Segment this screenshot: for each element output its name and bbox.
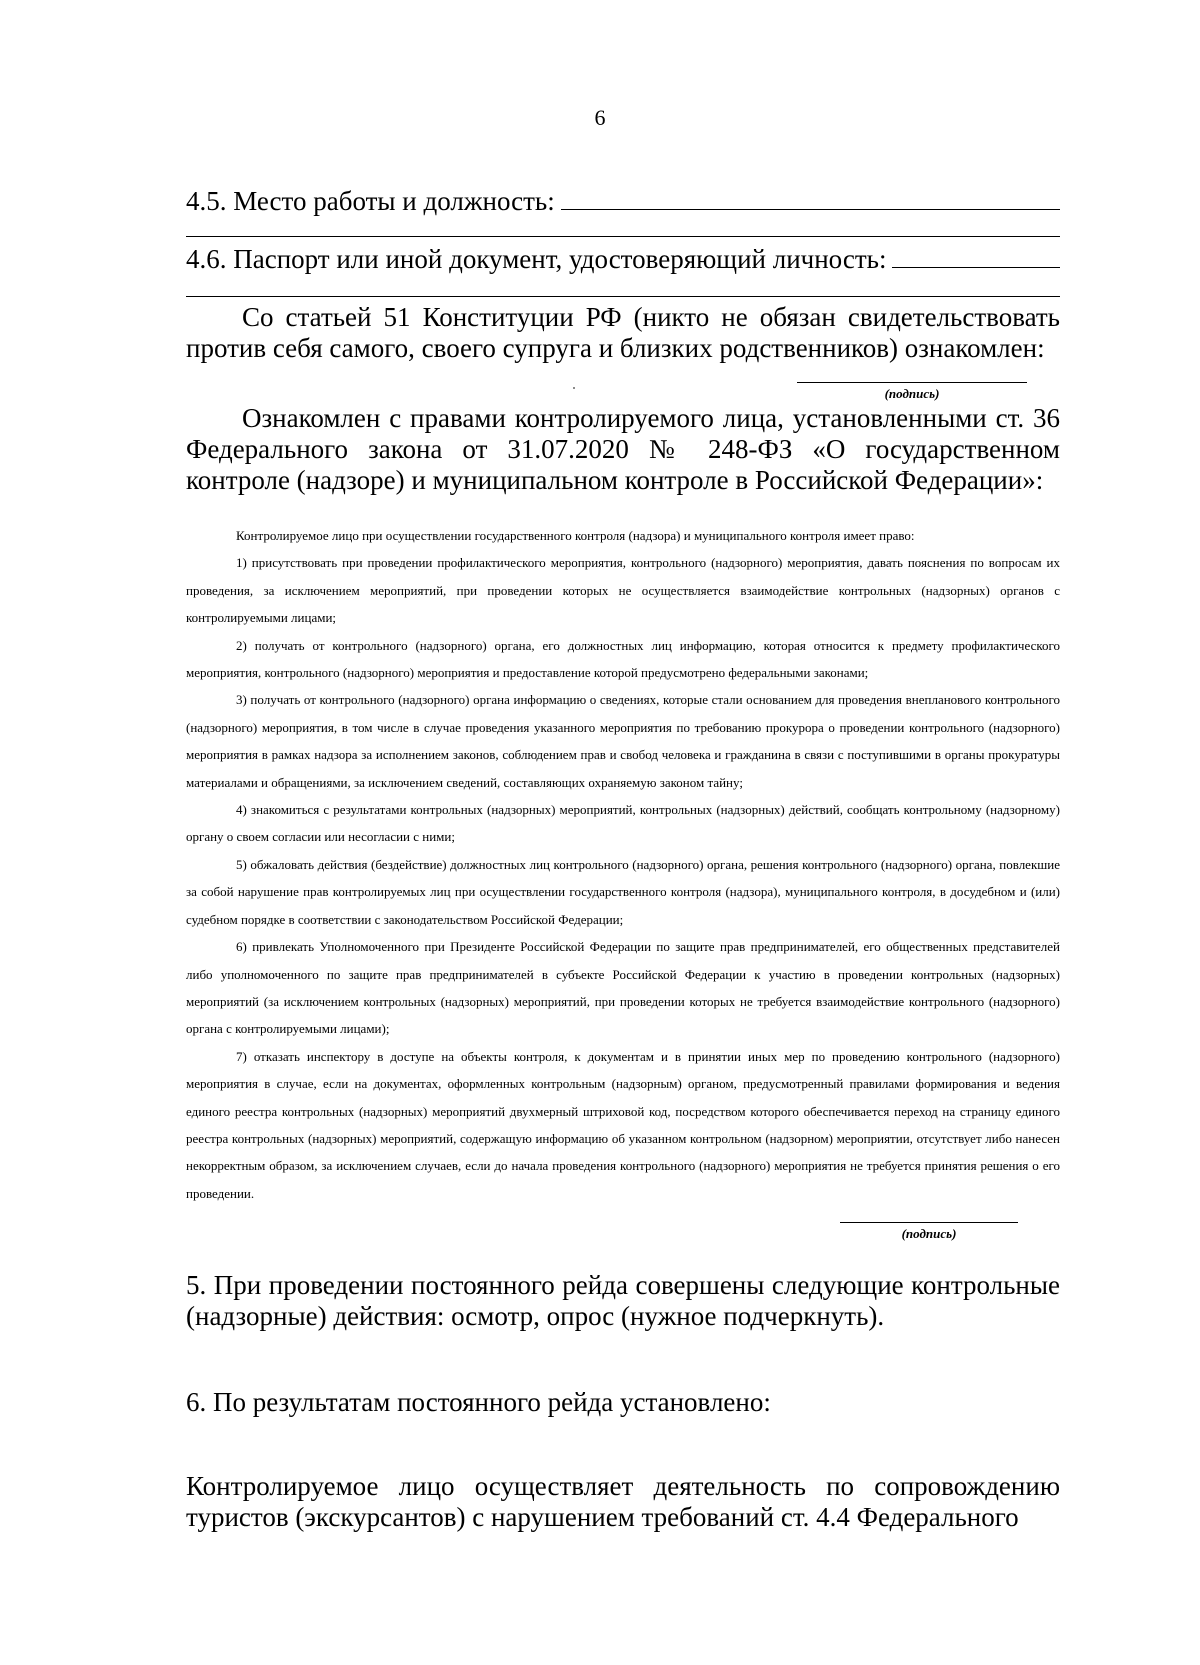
signature-line-2 [840,1222,1018,1223]
rights-header: Контролируемое лицо при осуществлении государственного контроля (надзора) и муниципального контроля имеет право: [236,528,915,543]
section-5-paragraph: 5. При проведении постоянного рейда совершены следующие контрольные (надзорные) действия: осмотр, опрос (нужное подчеркнуть). [186,1270,1060,1331]
rights-list [186,522,1060,1207]
rights-item: 7) отказать инспектору в доступе на объекты контроля, к документам и в принятии иных мер по проведению контрольного (надзорного) мероприятия в случае, если на документах, оформленных контрольным (надзорным) органом, предусмотренный правилами формирования и ведения единого реестра контрольных (надзорных) мероприятий двухмерный штриховой код, посредством которого обеспечивается переход на страницу единого реестра контрольных (надзорных) мероприятий, содержащую информацию об указанном контрольном (надзорном) мероприятии, отсутствует либо нанесен некорректным образом, за исключением случаев, если до начала проведения контрольного (надзорного) мероприятия не требуется принятия решения о его проведении. [186,1048,1060,1201]
field-4-6 [186,243,1060,275]
rights-item: 3) получать от контрольного (надзорного) органа информацию о сведениях, которые стали основанием для проведения внепланового контрольного (надзорного) мероприятия, в том числе в случае проведения указанного мероприятия по требованию прокурора о проведении контрольного (надзорного) мероприятия в рамках надзора за исполнением законов, соблюдением прав и свобод человека и гражданина в связи с поступившими в органы прокуратуры материалами и обращениями, за исключением сведений, составляющих охраняемую законом тайну; [186,692,1060,790]
field-4-5-continuation-line [186,236,1060,237]
findings-paragraph: Контролируемое лицо осуществляет деятельность по сопровождению туристов (экскурсантов) с нарушением требований ст. 4.4 Федерального [186,1471,1060,1532]
field-4-6-label: 4.6. Паспорт или иной документ, удостоверяющий личность: [186,244,887,274]
rights-item: 6) привлекать Уполномоченного при Президенте Российской Федерации по защите прав предпринимателей, его общественных представителей либо уполномоченного по защите прав предпринимателей в субъекте Российской Федерации к участию в проведении контрольных (надзорных) мероприятий (за исключением контрольных (надзорных) мероприятий, при проведении которых не требуется взаимодействие контрольного (надзорного) органа с контролируемыми лицами); [186,939,1060,1037]
field-4-5 [186,185,1060,217]
section-6-heading: 6. По результатам постоянного рейда установлено: [186,1387,771,1417]
rights-item: 5) обжаловать действия (бездействие) должностных лиц контрольного (надзорного) органа, решения контрольного (надзорного) органа, повлекшие за собой нарушение прав контролируемых лиц при осуществлении государственного контроля (надзора), муниципального контроля, в досудебном и (или) судебном порядке в соответствии с законодательством Российской Федерации; [186,856,1060,927]
signature-block-2 [840,1222,1018,1242]
rights-intro-paragraph: Ознакомлен с правами контролируемого лица, установленными ст. 36 Федерального закона от 31.07.2020 № 248-ФЗ «О государственном контроле (надзоре) и муниципальном контроле в Российской Федерации»: [186,403,1060,495]
page-number: 6 [594,105,606,130]
scan-speck [573,387,575,389]
constitution-paragraph: Со статьей 51 Конституции РФ (никто не обязан свидетельствовать против себя самого, своего супруга и близких родственников) ознакомлен: [186,302,1060,363]
rights-item: 4) знакомиться с результатами контрольных (надзорных) мероприятий, контрольных (надзорных) действий, сообщать контрольному (надзорному) органу о своем согласии или несогласии с ними; [186,802,1060,845]
signature-line-1 [797,382,1027,383]
field-4-6-blank [892,243,1060,268]
rights-item: 2) получать от контрольного (надзорного) органа, его должностных лиц информацию, которая относится к предмету профилактического мероприятия, контрольного (надзорного) мероприятия и предоставление которой предусмотрено федеральными законами; [186,637,1060,681]
field-4-6-continuation-line [186,296,1060,297]
field-4-5-blank [561,185,1060,210]
signature-caption-2: (подпись) [901,1226,957,1241]
field-4-5-label: 4.5. Место работы и должность: [186,186,555,216]
signature-block-1 [797,382,1027,402]
signature-caption-1: (подпись) [884,386,940,401]
rights-item: 1) присутствовать при проведении профилактического мероприятия, контрольного (надзорного) мероприятия, давать пояснения по вопросам их проведения, за исключением мероприятий, при проведении которых не осуществляется взаимодействие контрольных (надзорных) органов с контролируемыми лицами; [186,555,1060,626]
